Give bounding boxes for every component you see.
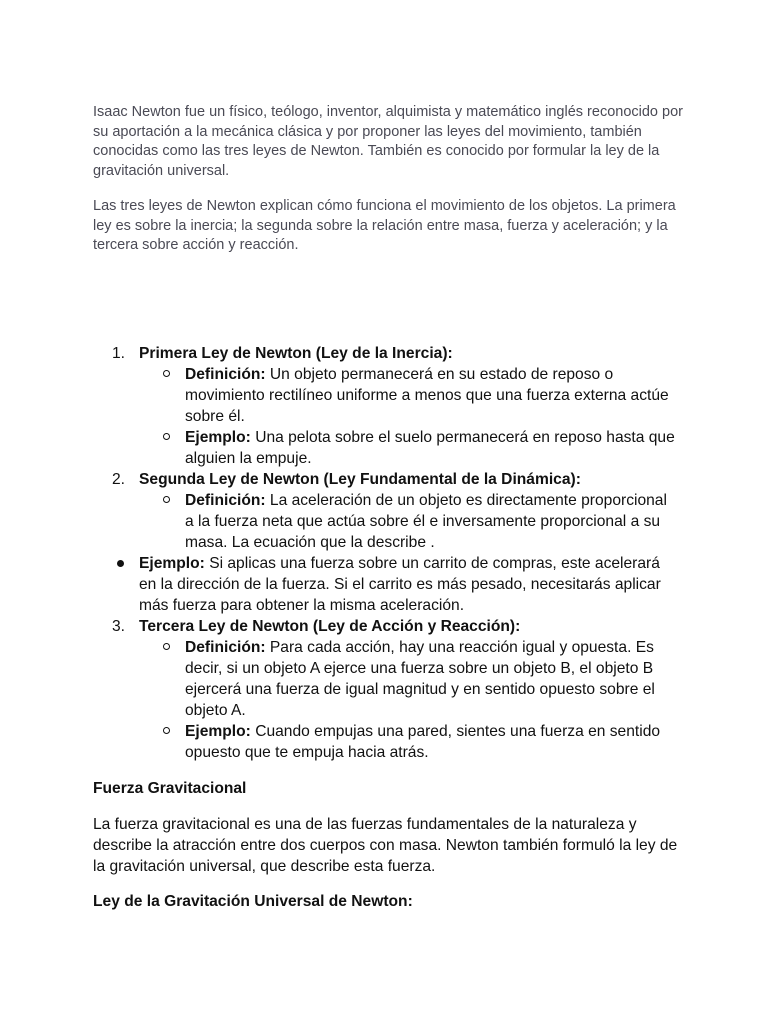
definition-text: Un objeto permanecerá en su estado de reposo o movimiento rectilíneo uniforme a menos que una fuerza externa actúe sobre él. — [185, 366, 669, 425]
hollow-bullet-icon — [163, 496, 170, 503]
example-label: Ejemplo: — [185, 429, 251, 446]
definition-text: La aceleración de un objeto es directamente proporcional a la fuerza neta que actúa sobre él e inversamente proporcional a su masa. La ecuación que la describe . — [185, 492, 667, 551]
list-item-third-law — [0, 616, 768, 637]
example-text: Cuando empujas una pared, sientes una fuerza en sentido opuesto que te empuja hacia atrás. — [185, 723, 661, 761]
first-law-title: Primera Ley de Newton (Ley de la Inercia): — [139, 345, 453, 362]
first-law-definition — [0, 364, 768, 427]
second-law-definition — [0, 490, 768, 553]
second-law-title: Segunda Ley de Newton (Ley Fundamental de la Dinámica): — [139, 471, 581, 488]
example-text: Una pelota sobre el suelo permanecerá en reposo hasta que alguien la empuje. — [185, 429, 675, 467]
list-number: 2. — [112, 471, 126, 488]
third-law-example — [0, 721, 768, 763]
hollow-bullet-icon — [163, 370, 170, 377]
gravity-paragraph: La fuerza gravitacional es una de las fuerzas fundamentales de la naturaleza y describe la atracción entre dos cuerpos con masa. Newton también formuló la ley de la gravitación universal, que describe esta fuerza. — [93, 816, 678, 875]
newton-laws-list — [0, 343, 768, 763]
third-law-definition — [0, 637, 768, 721]
filled-bullet-icon — [117, 560, 124, 567]
hollow-bullet-icon — [163, 643, 170, 650]
gravity-heading: Fuerza Gravitacional — [93, 780, 247, 797]
list-item-first-law — [0, 343, 768, 364]
example-label: Ejemplo: — [185, 723, 251, 740]
list-number: 3. — [112, 618, 126, 635]
definition-label: Definición: — [185, 492, 266, 509]
example-label: Ejemplo: — [139, 555, 205, 572]
intro-paragraph-1: Isaac Newton fue un físico, teólogo, inventor, alquimista y matemático inglés reconocido por su aportación a la mecánica clásica y por proponer las leyes del movimiento, también conocidas como las tres leyes de Newton. También es conocido por formular la ley de la gravitación universal. — [93, 104, 683, 179]
hollow-bullet-icon — [163, 727, 170, 734]
definition-text: Para cada acción, hay una reacción igual y opuesta. Es decir, si un objeto A ejerce una fuerza sobre un objeto B, el objeto B ejercerá una fuerza de igual magnitud y en sentido opuesto sobre el objeto A. — [185, 639, 655, 719]
third-law-title: Tercera Ley de Newton (Ley de Acción y Reacción): — [139, 618, 521, 635]
gravitation-law-heading: Ley de la Gravitación Universal de Newton: — [93, 893, 413, 910]
hollow-bullet-icon — [163, 433, 170, 440]
list-item-second-law — [0, 469, 768, 490]
definition-label: Definición: — [185, 639, 266, 656]
definition-label: Definición: — [185, 366, 266, 383]
intro-paragraph-2: Las tres leyes de Newton explican cómo funciona el movimiento de los objetos. La primera ley es sobre la inercia; la segunda sobre la relación entre masa, fuerza y aceleración; y la tercera sobre acción y reacción. — [93, 198, 676, 253]
example-text: Si aplicas una fuerza sobre un carrito de compras, este acelerará en la dirección de la fuerza. Si el carrito es más pesado, necesitarás aplicar más fuerza para obtener la misma aceleración. — [139, 555, 661, 614]
first-law-example — [0, 427, 768, 469]
list-number: 1. — [112, 345, 126, 362]
second-law-example — [0, 553, 768, 616]
